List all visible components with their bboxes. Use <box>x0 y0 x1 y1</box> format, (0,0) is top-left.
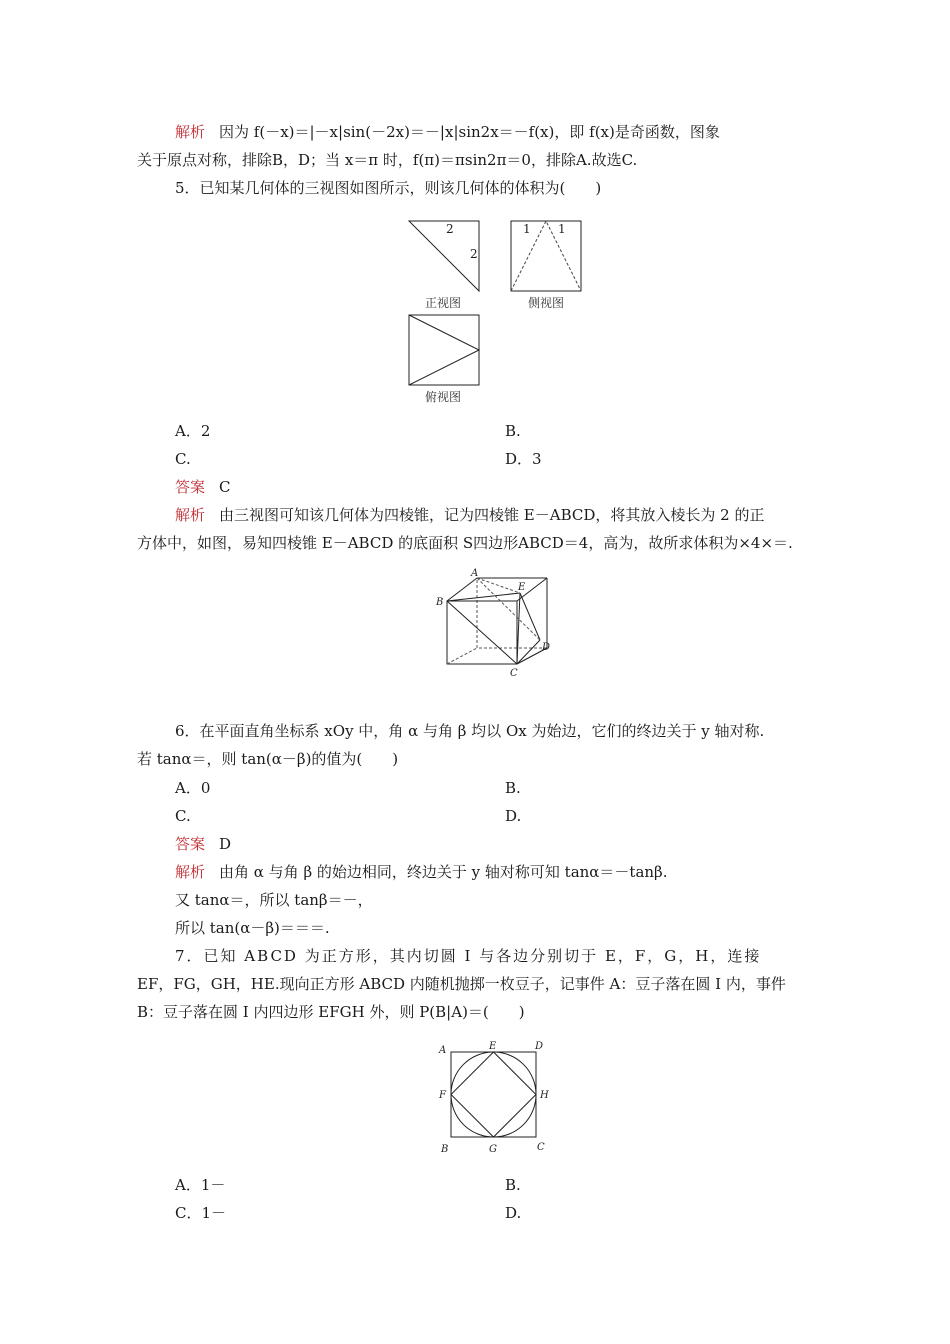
q5-explanation-label: 解析 <box>175 506 206 524</box>
q7-stem-line-3: B：豆子落在圆 I 内四边形 EFGH 外，则 P(B|A)＝( ) <box>137 1003 525 1021</box>
q5-cube-label-c: C <box>510 668 518 679</box>
q7-label-f: F <box>439 1090 446 1101</box>
q5-side-label-right: 1 <box>558 222 566 236</box>
q5-answer <box>175 477 231 497</box>
q5-cube-label-e: E <box>518 582 526 593</box>
q5-explanation-line-2: 方体中，如图，易知四棱锥 E－ABCD 的底面积 S四边形ABCD＝4，高为，故所求体积为×4×＝. <box>137 534 793 552</box>
q6-explanation-text-1: 由角 α 与角 β 的始边相同，终边关于 y 轴对称可知 tanα＝－tanβ. <box>219 863 668 881</box>
q4-explanation-line-2: 关于原点对称，排除B，D；当 x＝π 时，f(π)＝πsin2π＝0，排除A.故选C. <box>137 151 638 169</box>
q7-stem-line-1: 7．已知 ABCD 为正方形，其内切圆 I 与各边分别切于 E，F，G，H，连接 <box>175 947 762 965</box>
q7-option-b: B. <box>505 1176 521 1194</box>
q7-stem-line-2: EF，FG，GH，HE.现向正方形 ABCD 内随机抛掷一枚豆子，记事件 A：豆子落在圆 I 内，事件 <box>137 975 786 993</box>
q5-option-c: C. <box>175 450 191 468</box>
q5-option-b: B. <box>505 422 521 440</box>
q7-label-g: G <box>489 1144 497 1155</box>
q6-option-c: C. <box>175 807 191 825</box>
q6-explanation-line-1 <box>175 862 668 882</box>
q7-label-h: H <box>540 1090 549 1101</box>
q5-explanation-text-1: 由三视图可知该几何体为四棱锥，记为四棱锥 E－ABCD，将其放入棱长为 2 的正 <box>219 506 765 524</box>
q5-front-label-top: 2 <box>446 222 454 236</box>
q5-front-label-side: 2 <box>470 247 478 261</box>
q7-label-c: C <box>537 1142 545 1153</box>
q5-top-view <box>408 314 480 386</box>
q5-cube-label-d: D <box>542 642 551 653</box>
q7-label-a: A <box>439 1045 447 1056</box>
q6-explanation-line-3: 所以 tan(α－β)＝＝＝. <box>175 919 330 937</box>
q5-option-a: A．2 <box>175 422 211 440</box>
q7-option-a: A．1－ <box>175 1176 226 1194</box>
q5-side-view <box>510 220 582 292</box>
q5-top-view-caption: 俯视图 <box>425 390 462 404</box>
q4-explanation-line-1 <box>175 122 720 142</box>
q5-front-view-caption: 正视图 <box>425 296 462 310</box>
q5-side-view-caption: 侧视图 <box>528 296 565 310</box>
q5-cube-label-b: B <box>436 597 444 608</box>
q4-explanation-text-1: 因为 f(－x)＝|－x|sin(－2x)＝－|x|sin2x＝－f(x)，即 f(x)是奇函数，图象 <box>219 123 720 141</box>
q7-option-c: C．1－ <box>175 1204 227 1222</box>
q7-label-b: B <box>441 1144 449 1155</box>
q6-answer-value: D <box>219 835 232 853</box>
q6-option-b: B. <box>505 779 521 797</box>
q7-label-e: E <box>489 1041 497 1052</box>
q6-stem-line-1: 6．在平面直角坐标系 xOy 中，角 α 与角 β 均以 Ox 为始边，它们的终边关于 y 轴对称. <box>175 722 765 740</box>
q5-explanation-line-1 <box>175 505 764 525</box>
q7-label-d: D <box>535 1041 544 1052</box>
q6-explanation-line-2: 又 tanα＝，所以 tanβ＝－， <box>175 891 373 909</box>
q5-cube-label-a: A <box>471 568 479 579</box>
q4-explanation-label: 解析 <box>175 123 206 141</box>
q5-cube-figure <box>430 568 560 683</box>
q6-answer <box>175 834 231 854</box>
q7-option-d: D. <box>505 1204 522 1222</box>
q5-side-label-left: 1 <box>523 222 531 236</box>
q6-answer-label: 答案 <box>175 835 206 853</box>
q5-option-d: D．3 <box>505 450 542 468</box>
q5-front-view <box>408 220 480 292</box>
q5-stem: 5．已知某几何体的三视图如图所示，则该几何体的体积为( ) <box>175 179 602 197</box>
q6-stem-line-2: 若 tanα＝，则 tan(α－β)的值为( ) <box>137 750 399 768</box>
q5-answer-value: C <box>219 478 231 496</box>
q6-option-d: D. <box>505 807 522 825</box>
q6-explanation-label: 解析 <box>175 863 206 881</box>
q5-answer-label: 答案 <box>175 478 206 496</box>
q7-square-circle-figure <box>436 1040 551 1158</box>
q6-option-a: A．0 <box>175 779 211 797</box>
